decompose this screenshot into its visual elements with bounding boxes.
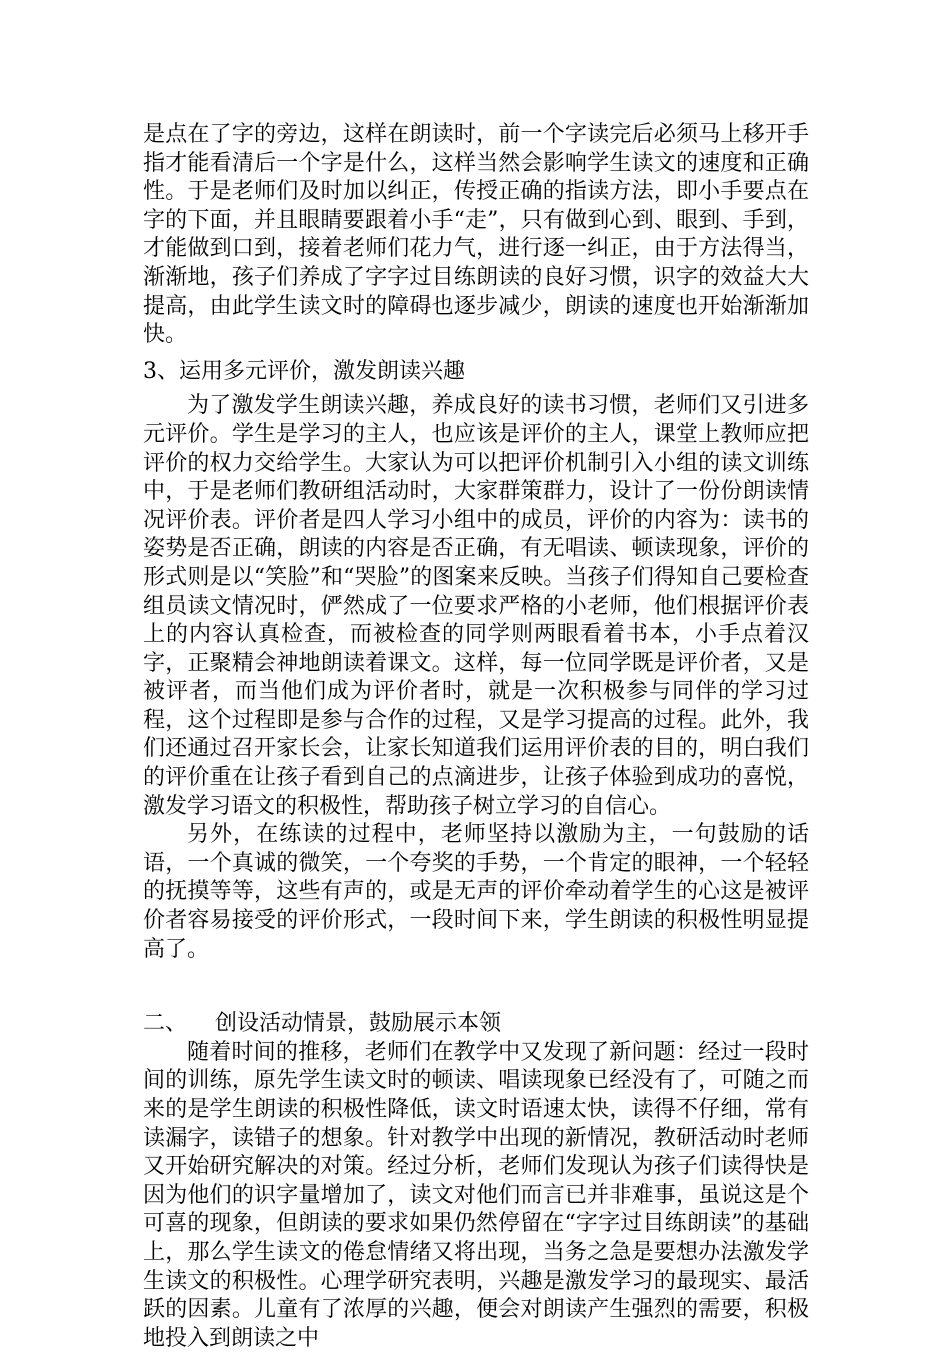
paragraph-encouragement: 另外，在练读的过程中，老师坚持以激励为主，一句鼓励的话语，一个真诚的微笑，一个夸奖的手势，一个肯定的眼神，一个轻轻的抚摸等等，这些有声的，或是无声的评价牵动着学生的心这是被评价者容易接受的评价形式，一段时间下来，学生朗读的积极性明显提高了。 — [143, 822, 809, 962]
paragraph-evaluation: 为了激发学生朗读兴趣，养成良好的读书习惯，老师们又引进多元评价。学生是学习的主人，也应该是评价的主人，课堂上教师应把评价的权力交给学生。大家认为可以把评价机制引入小组的读文训练中，于是老师们教研组活动时，大家群策群力，设计了一份份朗读情况评价表。评价者是四人学习小组中的成员，评价的内容为：读书的姿势是否正确，朗读的内容是否正确，有无唱读、顿读现象，评价的形式则是以“笑脸”和“哭脸”的图案来反映。当孩子们得知自己要检查组员读文情况时，俨然成了一位要求严格的小老师，他们根据评价表上的内容认真检查，而被检查的同学则两眼看着书本，小手点着汉字，正聚精会神地朗读着课文。这样，每一位同学既是评价者，又是被评者，而当他们成为评价者时，就是一次积极参与同伴的学习过程，这个过程即是参与合作的过程，又是学习提高的过程。此外，我们还通过召开家长会，让家长知道我们运用评价表的目的，明白我们的评价重在让孩子看到自己的点滴进步，让孩子体验到成功的喜悦，激发学习语文的积极性，帮助孩子树立学习的自信心。 — [143, 393, 809, 819]
paragraph-finger-reading: 是点在了字的旁边，这样在朗读时，前一个字读完后必须马上移开手指才能看清后一个字是什么，这样当然会影响学生读文的速度和正确性。于是老师们及时加以纠正，传授正确的指读方法，即小手要点在字的下面，并且眼睛要跟着小手“走”，只有做到心到、眼到、手到，才能做到口到，接着老师们花力气，进行逐一纠正，由于方法得当，渐渐地，孩子们养成了字字过目练朗读的良好习惯，识字的效益大大提高，由此学生读文时的障碍也逐步减少，朗读的速度也开始渐渐加快。 — [143, 122, 809, 348]
section-heading-activities: 二、 创设活动情景，鼓励展示本领 — [143, 1011, 501, 1037]
document-page — [143, 121, 809, 1353]
subheading-multi-evaluation: 3、运用多元评价，激发朗读兴趣 — [143, 358, 465, 384]
paragraph-new-problem: 随着时间的推移，老师们在教学中又发现了新问题：经过一段时间的训练，原先学生读文时的顿读、唱读现象已经没有了，可随之而来的是学生朗读的积极性降低，读文时语速太快，读得不仔细，常有读漏字，读错子的想象。针对教学中出现的新情况，教研活动时老师又开始研究解决的对策。经过分析，老师们发现认为孩子们读得快是因为他们的识字量增加了，读文对他们而言已并非难事，虽说这是个可喜的现象，但朗读的要求如果仍然停留在“字字过目练朗读”的基础上，那么学生读文的倦怠情绪又将出现，当务之急是要想办法激发学生读文的积极性。心理学研究表明，兴趣是激发学习的最现实、最活跃的因素。儿童有了浓厚的兴趣，便会对朗读产生强烈的需要，积极地投入到朗读之中 — [143, 1039, 809, 1351]
